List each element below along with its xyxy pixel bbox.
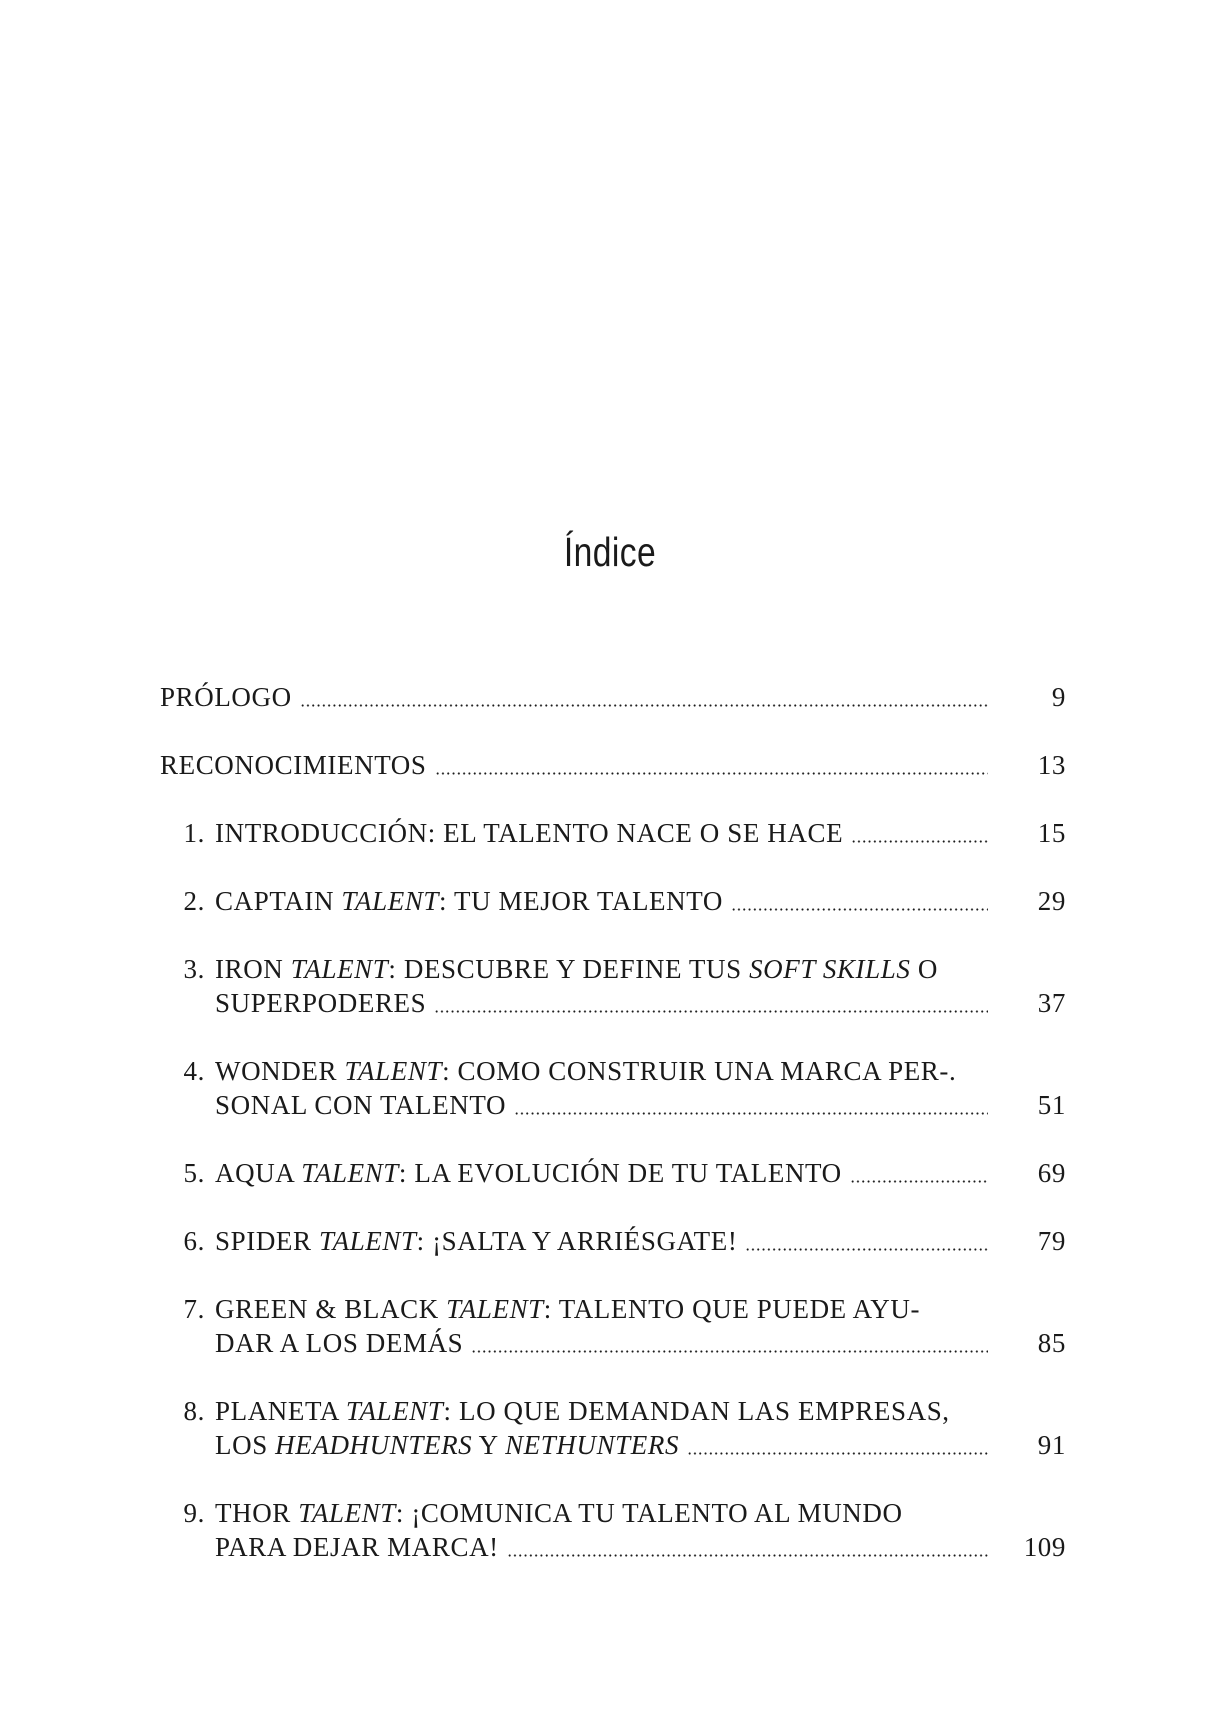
toc-entry-page-number: 13 <box>1037 750 1066 780</box>
toc-entry-title-continued: SONAL CON TALENTO <box>215 1090 507 1120</box>
toc-entry-title: AQUA TALENT: LA EVOLUCIÓN DE TU TALENTO <box>215 1158 842 1188</box>
toc-entry-title: PLANETA TALENT: LO QUE DEMANDAN LAS EMPRESAS, <box>215 1396 950 1426</box>
toc-entry-title: GREEN & BLACK TALENT: TALENTO QUE PUEDE AYU- <box>215 1294 921 1324</box>
dot-leader <box>745 1237 988 1251</box>
toc-entry-title-continued: SUPERPODERES <box>215 988 427 1018</box>
toc-entry-number: 3. <box>183 954 205 984</box>
toc-entry-number: 4. <box>183 1056 205 1086</box>
toc-entry-title: INTRODUCCIÓN: EL TALENTO NACE O SE HACE <box>215 818 844 848</box>
toc-entry-page-number: 15 <box>1037 818 1066 848</box>
toc-entry-number: 5. <box>183 1158 205 1188</box>
toc-entry-title-continued: DAR A LOS DEMÁS <box>215 1328 464 1358</box>
toc-entry-number: 2. <box>183 886 205 916</box>
toc-entry-title: PRÓLOGO <box>160 682 292 712</box>
page-title: Índice <box>563 529 657 575</box>
toc-entry-page-number: 69 <box>1037 1158 1066 1188</box>
toc-entry <box>160 1394 1066 1462</box>
toc-entry <box>160 816 1066 850</box>
dot-leader <box>471 1339 988 1353</box>
toc-entry-title-continued: PARA DEJAR MARCA! <box>215 1532 499 1562</box>
toc-entry-number: 7. <box>183 1294 205 1324</box>
toc-entry-title: THOR TALENT: ¡COMUNICA TU TALENTO AL MUNDO <box>215 1498 903 1528</box>
dot-leader <box>300 693 988 707</box>
toc-entry <box>160 884 1066 918</box>
dot-leader <box>851 829 988 843</box>
toc-entry-number: 8. <box>183 1396 205 1426</box>
toc-entry <box>160 1292 1066 1360</box>
toc-entry-title: SPIDER TALENT: ¡SALTA Y ARRIÉSGATE! <box>215 1226 738 1256</box>
toc-entry-page-number: 79 <box>1037 1226 1066 1256</box>
toc-entry-page-number: 91 <box>1037 1430 1066 1460</box>
toc-entry <box>160 952 1066 1020</box>
toc-entry-title: CAPTAIN TALENT: TU MEJOR TALENTO <box>215 886 723 916</box>
dot-leader <box>435 761 988 775</box>
toc-entry <box>160 1496 1066 1564</box>
dot-leader <box>507 1543 988 1557</box>
dot-leader <box>687 1441 988 1455</box>
dot-leader <box>434 999 988 1013</box>
toc-entry-number: 9. <box>183 1498 205 1528</box>
dot-leader <box>514 1101 988 1115</box>
toc-entry-title-continued: LOS HEADHUNTERS Y NETHUNTERS <box>215 1430 680 1460</box>
toc-entry-title: IRON TALENT: DESCUBRE Y DEFINE TUS SOFT SKILLS O <box>215 954 938 984</box>
toc-entry <box>160 1054 1066 1122</box>
toc-entry-number: 6. <box>183 1226 205 1256</box>
toc-entry <box>160 1224 1066 1258</box>
toc-entry <box>160 680 1066 714</box>
toc-entry-page-number: 51 <box>1037 1090 1066 1120</box>
dot-leader <box>850 1169 988 1183</box>
dot-leader <box>731 897 988 911</box>
toc-entry-title: WONDER TALENT: COMO CONSTRUIR UNA MARCA PER-. <box>215 1056 957 1086</box>
toc-entry-page-number: 29 <box>1037 886 1066 916</box>
table-of-contents <box>160 680 1066 1598</box>
toc-entry-page-number: 85 <box>1037 1328 1066 1358</box>
toc-entry-page-number: 109 <box>1023 1532 1066 1562</box>
toc-entry-title: RECONOCIMIENTOS <box>160 750 427 780</box>
toc-entry-page-number: 9 <box>1051 682 1066 712</box>
toc-entry <box>160 1156 1066 1190</box>
toc-entry-number: 1. <box>183 818 205 848</box>
toc-entry <box>160 748 1066 782</box>
toc-entry-page-number: 37 <box>1037 988 1066 1018</box>
